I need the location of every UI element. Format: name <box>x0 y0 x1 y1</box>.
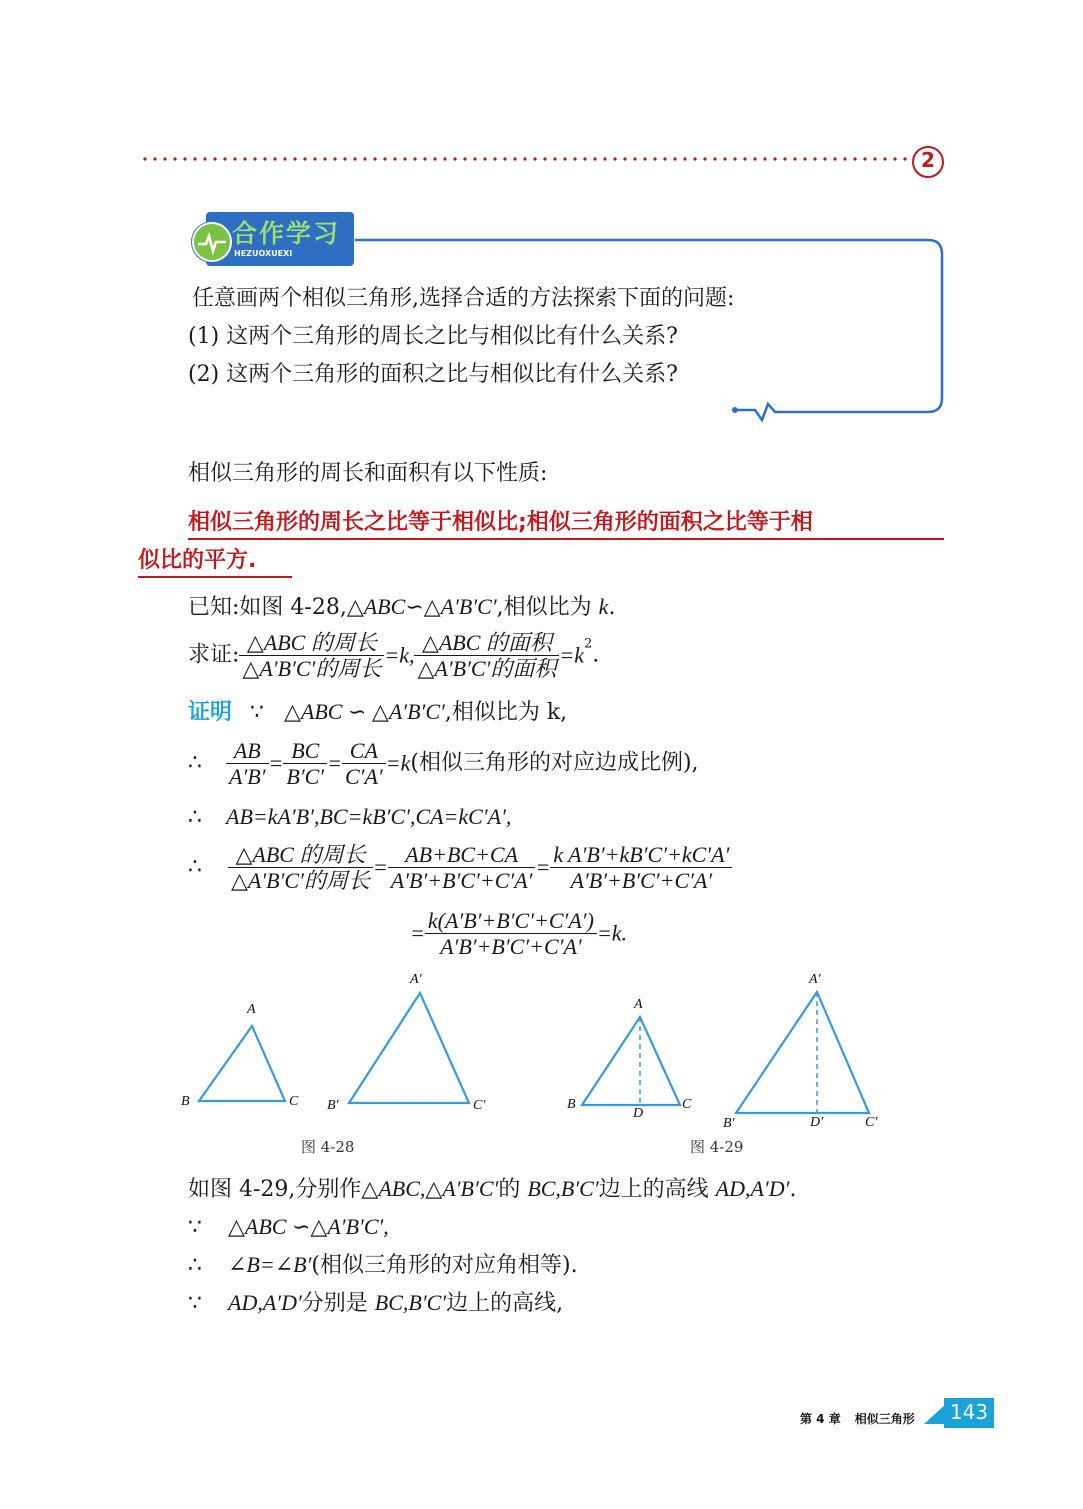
given-prefix: 已知:如图 4-28, <box>188 595 347 620</box>
coop-line-3: (2) 这两个三角形的面积之比与相似比有什么关系? <box>188 362 678 387</box>
footer-chapter-title: 相似三角形 <box>854 1412 915 1426</box>
after-line-3 <box>188 1250 578 1281</box>
fig29-label-d-prime: D′ <box>810 1115 824 1130</box>
given-k: k <box>598 594 609 619</box>
fig28-label-a: A <box>247 1002 256 1017</box>
given-tri1: △ABC <box>346 594 406 619</box>
after-l1-end: . <box>789 1177 797 1202</box>
fig28-caption: 图 4-28 <box>301 1138 355 1156</box>
therefore-symbol: ∴ <box>188 750 202 776</box>
fig29-label-b: B <box>567 1097 576 1112</box>
fig28-label-b: B <box>181 1094 190 1109</box>
coop-line-2: (1) 这两个三角形的周长之比与相似比有什么关系? <box>188 324 678 349</box>
fig29-label-c: C <box>682 1097 692 1112</box>
after-l1-tris: △ABC,△A′B′C′ <box>361 1176 499 1201</box>
ratio-k: =k <box>385 750 411 776</box>
eq-sign: = <box>327 750 342 776</box>
eq-sign: = <box>535 854 551 880</box>
fig-4-28-triangle-abc <box>199 1026 285 1101</box>
after-l4-b: 分别是 <box>301 1291 375 1316</box>
page-number: 143 <box>949 1400 989 1424</box>
fig28-label-b-prime: B′ <box>327 1098 339 1113</box>
side-equalities: AB=kA′B′,BC=kB′C′,CA=kC′A′, <box>226 804 512 829</box>
prove-frac-perimeter: $\frac{\text{△ABC 的周长}}{\text{△A′B′C′的周长}}$ <box>239 630 384 681</box>
therefore-symbol: ∴ <box>188 1253 202 1278</box>
after-l3-reason: (相似三角形的对应角相等). <box>311 1253 578 1278</box>
fig28-label-c: C <box>289 1094 299 1109</box>
fig29-label-a-prime: A′ <box>809 972 821 987</box>
prove-end: . <box>592 642 600 668</box>
proof-similar: △ABC ∽ △A′B′C′ <box>284 699 445 724</box>
after-l1-mid: 的 <box>498 1177 528 1202</box>
proof-label: 证明 <box>188 700 233 725</box>
after-l3: ∠B=∠B′ <box>228 1252 312 1277</box>
after-l4-d: 边上的高线, <box>446 1291 564 1316</box>
result-k: =k. <box>596 920 628 946</box>
because-symbol: ∵ <box>188 1215 202 1240</box>
intro-text: 相似三角形的周长和面积有以下性质: <box>188 461 548 486</box>
given-end: . <box>608 595 616 620</box>
after-l1-sides: BC,B′C′ <box>527 1176 599 1201</box>
coop-title: 合作学习 <box>232 219 341 248</box>
after-line-1 <box>188 1174 796 1205</box>
ratio-bc: $\frac{BC}{B'C'}$ <box>283 738 327 789</box>
after-line-2 <box>188 1212 389 1243</box>
after-l1-alts: AD,A′D′ <box>715 1176 790 1201</box>
prove-sup: 2 <box>584 636 593 652</box>
eq-sign: = <box>410 920 425 946</box>
after-l4-a: AD,A′D′ <box>228 1290 302 1315</box>
ratio-ab: $\frac{AB}{A'B'}$ <box>226 738 269 789</box>
after-l1-mid2: 边上的高线 <box>598 1177 716 1202</box>
sum-ratio: $\frac{AB+BC+CA}{A'B'+B'C'+C'A'}$ <box>388 842 536 893</box>
fig-4-29-triangle-abc <box>582 1017 680 1105</box>
factored-ratio: $\frac{k(A'B'+B'C'+C'A')}{A'B'+B'C'+C'A'}$ <box>425 908 597 959</box>
scaled-sum-ratio: $\frac{\text{k A′B′+kB′C′+kC′A′}}{A'B'+B'C'+C'A'}$ <box>550 842 732 893</box>
therefore-symbol: ∴ <box>188 854 202 880</box>
fig28-label-c-prime: C′ <box>473 1098 486 1113</box>
ratio-reason: (相似三角形的对应边成比例), <box>410 750 699 776</box>
theorem-line-2: 似比的平方. <box>138 546 292 578</box>
after-l4-c: BC,B′C′ <box>374 1290 447 1315</box>
after-line-4 <box>188 1288 563 1319</box>
fig-4-28-triangle-a-prime <box>349 993 469 1103</box>
given-sim: ∽ <box>405 595 424 620</box>
because-symbol: ∵ <box>250 700 265 725</box>
fig28-label-a-prime: A′ <box>410 972 422 987</box>
coop-line-1: 任意画两个相似三角形,选择合适的方法探索下面的问题: <box>192 286 735 311</box>
fig29-caption: 图 4-29 <box>690 1138 744 1156</box>
because-symbol: ∵ <box>188 1291 202 1316</box>
perimeter-ratio: $\frac{\text{△ABC 的周长}}{\text{△A′B′C′的周长}}$ <box>228 842 373 893</box>
eq-sign: = <box>372 854 388 880</box>
theorem-line-1: 相似三角形的周长之比等于相似比;相似三角形的面积之比等于相 <box>188 508 944 540</box>
fig29-label-b-prime: B′ <box>723 1116 735 1131</box>
proof-line1-tail: ,相似比为 k, <box>444 700 568 725</box>
after-l2: △ABC ∽△A′B′C′, <box>228 1214 389 1239</box>
coop-pinyin: HEZUOXUEXI <box>234 249 293 258</box>
given-mid: ,相似比为 <box>496 595 599 620</box>
footer-chapter <box>800 1410 915 1427</box>
prove-frac-area: $\frac{\text{△ABC 的面积}}{\text{△A′B′C′的面积}}$ <box>414 630 559 681</box>
ratio-ca: $\frac{CA}{C'A'}$ <box>342 738 386 789</box>
fig29-label-c-prime: C′ <box>865 1115 878 1130</box>
fig-4-29-triangle-a-prime <box>736 992 869 1113</box>
prove-label: 求证: <box>188 642 240 668</box>
prove-eq1: =k, <box>384 642 415 668</box>
prove-eq2: =k <box>559 642 585 668</box>
after-l1-pre: 如图 4-29,分别作 <box>188 1177 362 1202</box>
given-tri2: △A′B′C′ <box>423 594 497 619</box>
section-number-badge: 2 <box>912 146 944 178</box>
eq-sign: = <box>268 750 284 776</box>
therefore-symbol: ∴ <box>188 805 202 830</box>
footer-chapter-num: 第 4 章 <box>800 1412 841 1426</box>
fig29-label-d: D <box>633 1106 644 1121</box>
fig29-label-a: A <box>634 997 643 1012</box>
